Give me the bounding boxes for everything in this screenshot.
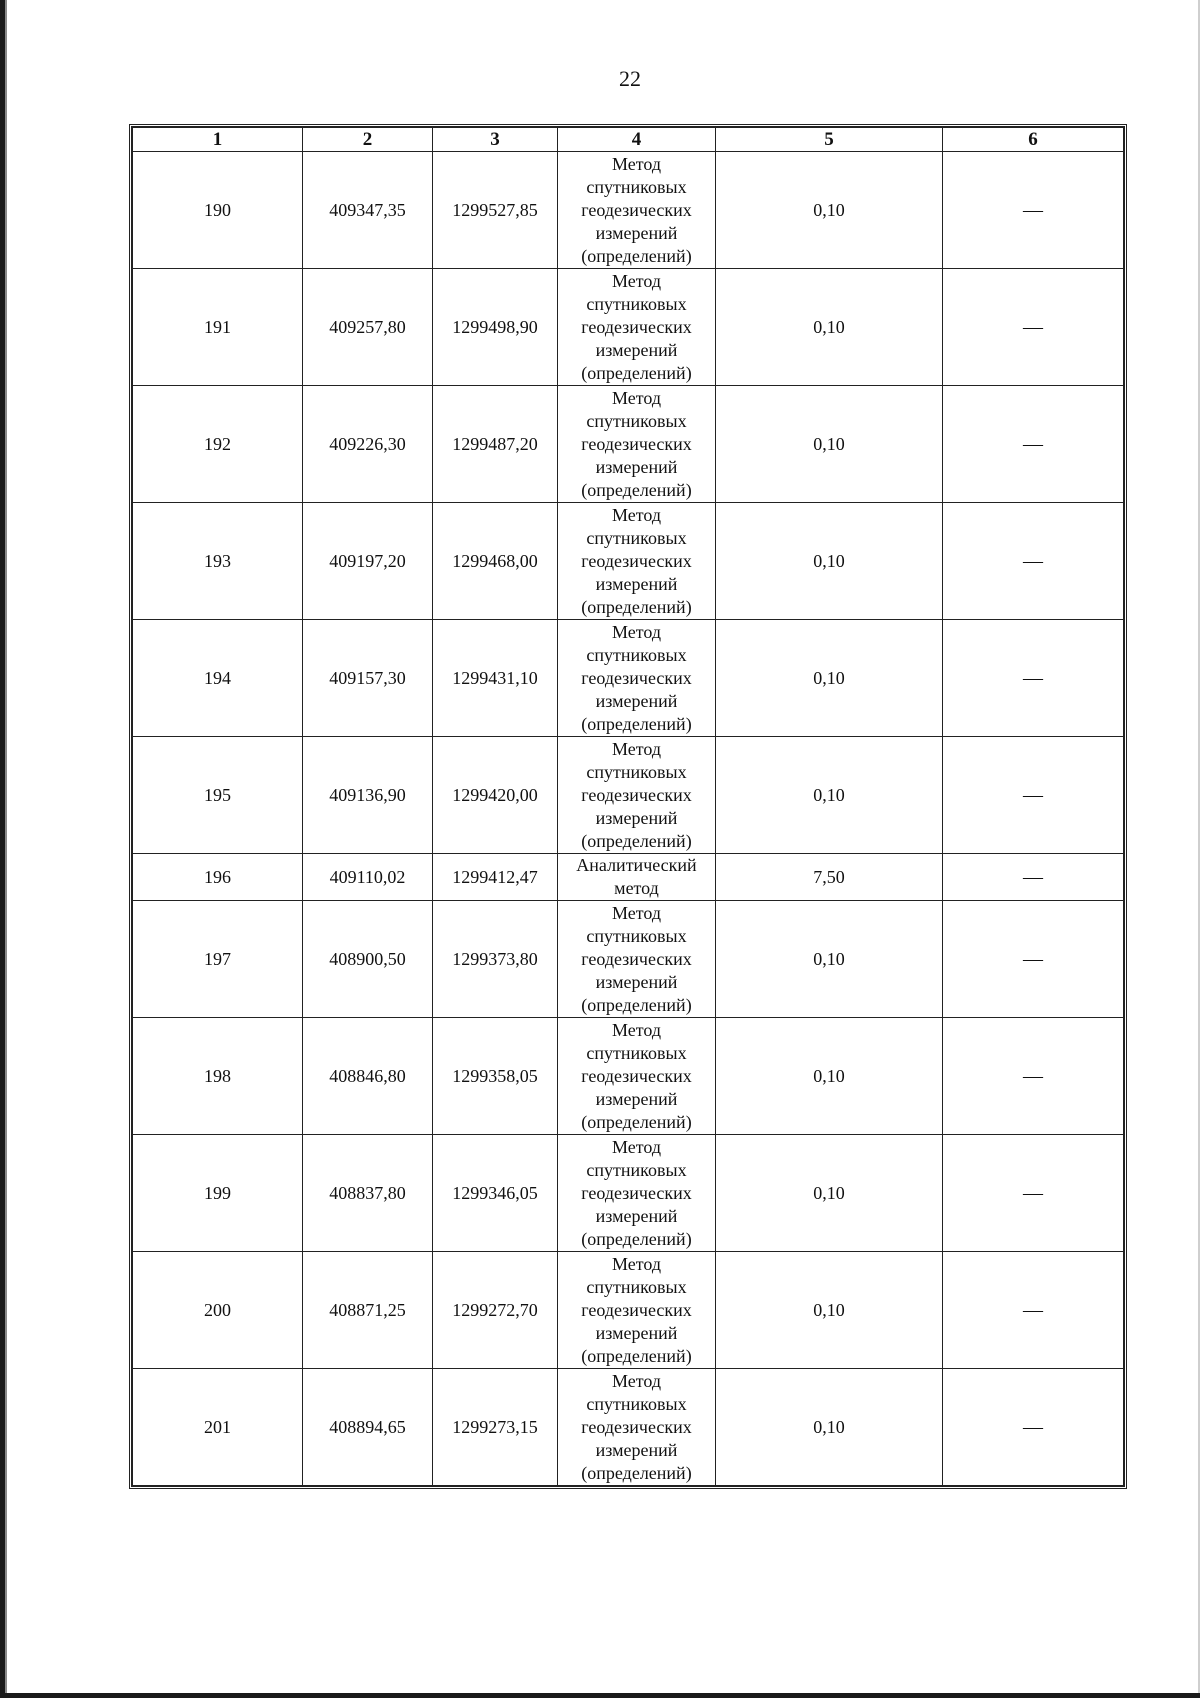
method-line: метод: [614, 878, 659, 898]
method-line: геодезических: [581, 550, 692, 571]
accuracy-cell: 0,10: [716, 1369, 943, 1486]
method-cell: [558, 152, 716, 269]
method-line: (определений): [581, 994, 692, 1015]
method-line: геодезических: [581, 1416, 692, 1437]
x-coordinate-cell: 409157,30: [303, 620, 433, 737]
y-coordinate-cell: 1299272,70: [433, 1252, 558, 1369]
method-line: (определений): [581, 479, 692, 500]
note-cell: —: [943, 1135, 1124, 1252]
x-coordinate-cell: 409197,20: [303, 503, 433, 620]
scan-edge-left-shadow: [5, 0, 7, 1698]
method-line: измерений: [595, 573, 678, 594]
note-cell: —: [943, 620, 1124, 737]
x-coordinate-cell: 408894,65: [303, 1369, 433, 1486]
method-line: (определений): [581, 1111, 692, 1132]
y-coordinate-cell: 1299273,15: [433, 1369, 558, 1486]
x-coordinate-cell: 408837,80: [303, 1135, 433, 1252]
table-row: [133, 1369, 1124, 1486]
accuracy-cell: 0,10: [716, 901, 943, 1018]
method-line: геодезических: [581, 199, 692, 220]
method-cell: [558, 737, 716, 854]
method-line: геодезических: [581, 667, 692, 688]
point-number-cell: 198: [133, 1018, 303, 1135]
method-line: спутниковых: [586, 527, 687, 548]
method-line: геодезических: [581, 948, 692, 969]
note-cell: —: [943, 737, 1124, 854]
method-line: измерений: [595, 222, 678, 243]
coordinates-table: [132, 127, 1124, 1486]
note-cell: —: [943, 1018, 1124, 1135]
accuracy-cell: 0,10: [716, 152, 943, 269]
point-number-cell: 196: [133, 854, 303, 901]
accuracy-cell: 7,50: [716, 854, 943, 901]
method-line: геодезических: [581, 1182, 692, 1203]
method-line: измерений: [595, 1439, 678, 1460]
method-cell: [558, 1135, 716, 1252]
note-cell: —: [943, 854, 1124, 901]
y-coordinate-cell: 1299487,20: [433, 386, 558, 503]
note-cell: —: [943, 1252, 1124, 1369]
column-header-1: 1: [133, 128, 303, 152]
point-number-cell: 197: [133, 901, 303, 1018]
method-cell: [558, 1369, 716, 1486]
method-line: (определений): [581, 596, 692, 617]
y-coordinate-cell: 1299468,00: [433, 503, 558, 620]
method-line: измерений: [595, 339, 678, 360]
table-row: [133, 503, 1124, 620]
method-line: геодезических: [581, 784, 692, 805]
method-line: Метод: [611, 1370, 662, 1391]
point-number-cell: 195: [133, 737, 303, 854]
method-cell: [558, 1018, 716, 1135]
method-line: спутниковых: [586, 293, 687, 314]
method-cell: [558, 901, 716, 1018]
point-number-cell: 200: [133, 1252, 303, 1369]
method-line: измерений: [595, 807, 678, 828]
column-header-3: 3: [433, 128, 558, 152]
point-number-cell: 199: [133, 1135, 303, 1252]
method-line: Метод: [611, 902, 662, 923]
method-line: Метод: [611, 1019, 662, 1040]
accuracy-cell: 0,10: [716, 269, 943, 386]
method-line: Метод: [611, 621, 662, 642]
point-number-cell: 194: [133, 620, 303, 737]
y-coordinate-cell: 1299498,90: [433, 269, 558, 386]
method-line: геодезических: [581, 1065, 692, 1086]
method-line: геодезических: [581, 433, 692, 454]
x-coordinate-cell: 408846,80: [303, 1018, 433, 1135]
table-row: [133, 386, 1124, 503]
x-coordinate-cell: 409347,35: [303, 152, 433, 269]
method-line: Метод: [611, 1253, 662, 1274]
note-cell: —: [943, 269, 1124, 386]
accuracy-cell: 0,10: [716, 1135, 943, 1252]
method-line: (определений): [581, 1345, 692, 1366]
method-cell: [558, 854, 716, 901]
column-header-5: 5: [716, 128, 943, 152]
table-header-row: [133, 128, 1124, 152]
method-line: Метод: [611, 504, 662, 525]
column-header-6: 6: [943, 128, 1124, 152]
y-coordinate-cell: 1299420,00: [433, 737, 558, 854]
note-cell: —: [943, 503, 1124, 620]
method-cell: [558, 1252, 716, 1369]
method-line: спутниковых: [586, 176, 687, 197]
x-coordinate-cell: 408900,50: [303, 901, 433, 1018]
method-line: Метод: [611, 153, 662, 174]
method-line: спутниковых: [586, 410, 687, 431]
accuracy-cell: 0,10: [716, 386, 943, 503]
method-line: спутниковых: [586, 644, 687, 665]
table-row: [133, 1135, 1124, 1252]
accuracy-cell: 0,10: [716, 1018, 943, 1135]
x-coordinate-cell: 409226,30: [303, 386, 433, 503]
point-number-cell: 191: [133, 269, 303, 386]
point-number-cell: 201: [133, 1369, 303, 1486]
y-coordinate-cell: 1299412,47: [433, 854, 558, 901]
method-line: измерений: [595, 1088, 678, 1109]
page-number-container: [0, 66, 1200, 92]
point-number-cell: 193: [133, 503, 303, 620]
scan-edge-bottom: [0, 1693, 1200, 1698]
method-line: геодезических: [581, 316, 692, 337]
method-line: Метод: [611, 1136, 662, 1157]
note-cell: —: [943, 901, 1124, 1018]
table-row: [133, 1018, 1124, 1135]
method-line: (определений): [581, 362, 692, 383]
method-line: спутниковых: [586, 1276, 687, 1297]
y-coordinate-cell: 1299346,05: [433, 1135, 558, 1252]
method-line: Метод: [611, 387, 662, 408]
x-coordinate-cell: 409136,90: [303, 737, 433, 854]
method-line: измерений: [595, 971, 678, 992]
y-coordinate-cell: 1299373,80: [433, 901, 558, 1018]
accuracy-cell: 0,10: [716, 503, 943, 620]
method-line: измерений: [595, 1322, 678, 1343]
table-row: [133, 152, 1124, 269]
note-cell: —: [943, 386, 1124, 503]
coordinates-table-frame: [129, 124, 1127, 1489]
method-line: геодезических: [581, 1299, 692, 1320]
method-cell: [558, 620, 716, 737]
method-line: (определений): [581, 1228, 692, 1249]
x-coordinate-cell: 408871,25: [303, 1252, 433, 1369]
method-line: Метод: [611, 738, 662, 759]
y-coordinate-cell: 1299431,10: [433, 620, 558, 737]
column-header-2: 2: [303, 128, 433, 152]
method-line: спутниковых: [586, 925, 687, 946]
table-row: [133, 1252, 1124, 1369]
y-coordinate-cell: 1299527,85: [433, 152, 558, 269]
table-row: [133, 854, 1124, 901]
method-line: (определений): [581, 830, 692, 851]
method-line: спутниковых: [586, 1159, 687, 1180]
method-line: измерений: [595, 456, 678, 477]
method-line: спутниковых: [586, 761, 687, 782]
method-line: (определений): [581, 1462, 692, 1483]
note-cell: —: [943, 1369, 1124, 1486]
method-line: спутниковых: [586, 1042, 687, 1063]
point-number-cell: 190: [133, 152, 303, 269]
page-number: 22: [619, 66, 641, 91]
method-line: Метод: [611, 270, 662, 291]
table-body: [133, 152, 1124, 1486]
method-line: измерений: [595, 690, 678, 711]
table-row: [133, 737, 1124, 854]
method-cell: [558, 503, 716, 620]
method-line: (определений): [581, 713, 692, 734]
method-line: (определений): [581, 245, 692, 266]
method-line: измерений: [595, 1205, 678, 1226]
accuracy-cell: 0,10: [716, 737, 943, 854]
x-coordinate-cell: 409257,80: [303, 269, 433, 386]
y-coordinate-cell: 1299358,05: [433, 1018, 558, 1135]
method-cell: [558, 386, 716, 503]
column-header-4: 4: [558, 128, 716, 152]
note-cell: —: [943, 152, 1124, 269]
x-coordinate-cell: 409110,02: [303, 854, 433, 901]
accuracy-cell: 0,10: [716, 620, 943, 737]
method-cell: [558, 269, 716, 386]
table-row: [133, 269, 1124, 386]
point-number-cell: 192: [133, 386, 303, 503]
method-line: спутниковых: [586, 1393, 687, 1414]
table-row: [133, 901, 1124, 1018]
method-line: Аналитический: [576, 855, 697, 875]
accuracy-cell: 0,10: [716, 1252, 943, 1369]
table-row: [133, 620, 1124, 737]
